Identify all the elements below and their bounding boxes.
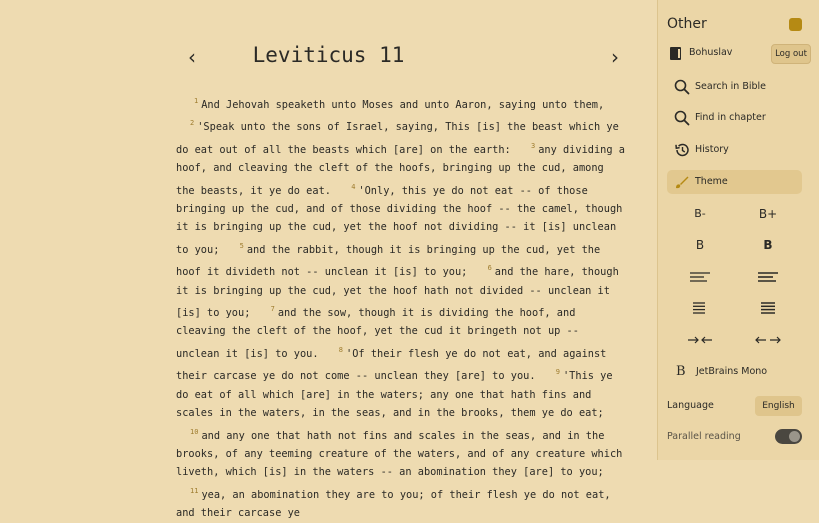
history-icon	[674, 142, 690, 158]
verse	[176, 486, 611, 520]
sidebar-title: Other	[667, 16, 707, 32]
chapter-title: Leviticus 11	[252, 43, 405, 67]
sidebar	[657, 0, 819, 460]
align-left-wide-button[interactable]	[740, 265, 796, 289]
verse-number[interactable]: 4	[351, 182, 356, 191]
verse-number[interactable]: 3	[530, 141, 536, 150]
font-glyph-icon: B	[676, 364, 686, 379]
verse-text: any dividing a hoof, and cleaving the cleft of the hoofs, bringing up the cud, among the beasts, it ye do eat.	[176, 143, 625, 197]
arrows-outward-icon	[755, 332, 781, 348]
verse-text: 'Speak unto the sons of Israel, saying, This [is] the beast which ye do eat out of all the beasts which [are] on the earth:	[176, 121, 619, 156]
user-row	[667, 44, 811, 64]
verse-text: 'Only, this ye do not eat -- of those bringing up the cud, and of those dividing the hoof -- the camel, though it is bringing up the cud, yet the hoof not dividing -- it [is] unclean to you;	[176, 184, 623, 256]
menu-label: History	[695, 144, 729, 155]
search-icon	[674, 79, 690, 95]
verse	[176, 99, 604, 111]
chapter-text	[176, 92, 628, 523]
book-icon	[670, 47, 681, 60]
verse-text: And Jehovah speaketh unto Moses and unto Aaron, saying unto them,	[201, 99, 605, 111]
arrows-inward-icon	[687, 332, 713, 348]
menu-theme[interactable]	[667, 170, 802, 194]
verse-text: and the sow, though it is dividing the hoof, and cleaving the cleft of the hoof, yet the cud it bringeth not up -- unclean it [is] to you.	[176, 307, 579, 360]
verse-number[interactable]: 7	[270, 305, 275, 314]
justify-narrow-button[interactable]	[672, 296, 728, 320]
next-chapter-button[interactable]: ›	[611, 45, 619, 69]
menu-label: Search in Bible	[695, 81, 767, 92]
prev-chapter-button[interactable]: ‹	[188, 45, 196, 69]
verse-number[interactable]: 11	[190, 486, 199, 495]
justify-icon	[689, 300, 711, 316]
narrow-width-button[interactable]	[672, 328, 728, 352]
align-left-icon	[689, 269, 711, 285]
accent-color-swatch[interactable]	[789, 18, 802, 31]
align-left-short-button[interactable]	[672, 265, 728, 289]
font-name: JetBrains Mono	[696, 366, 768, 377]
menu-search-in-bible[interactable]	[667, 75, 802, 99]
logout-button[interactable]: Log out	[771, 44, 811, 64]
verse-number[interactable]: 6	[487, 264, 492, 273]
verse-number[interactable]: 8	[338, 345, 344, 354]
verse-text: 'Of their flesh ye do not eat, and against their carcase ye do not come -- unclean they [are] to you.	[176, 347, 607, 383]
font-size-decrease-button[interactable]: B-	[694, 207, 706, 220]
username: Bohuslav	[689, 47, 733, 58]
menu-label: Theme	[695, 176, 728, 187]
search-icon	[674, 110, 690, 126]
verse-number[interactable]: 2	[190, 119, 195, 128]
language-label: Language	[667, 400, 714, 411]
language-button[interactable]: English	[755, 396, 802, 416]
menu-history[interactable]	[667, 138, 802, 162]
verse-text: and the hare, though it is bringing up the cud, yet the hoof hath not divided -- unclean it [is] to you;	[176, 266, 619, 320]
font-size-increase-button[interactable]: B+	[758, 207, 778, 221]
font-family-selector[interactable]	[667, 360, 802, 384]
justify-wide-button[interactable]	[740, 296, 796, 320]
verse-number[interactable]: 1	[194, 97, 199, 105]
parallel-reading-label: Parallel reading	[667, 431, 741, 442]
verse-text: 'This ye do eat of all which [are] in the waters; any one that hath fins and scales in the waters, in the seas, and in the brooks, them ye do eat;	[176, 370, 613, 420]
align-left-icon	[757, 269, 779, 285]
parallel-reading-toggle[interactable]	[775, 429, 802, 444]
menu-find-in-chapter[interactable]	[667, 106, 802, 130]
verse-text: and the rabbit, though it is bringing up the cud, yet the hoof it divideth not -- unclean it [is] to you;	[176, 243, 601, 279]
verse-number[interactable]: 10	[190, 427, 199, 436]
verse-number[interactable]: 9	[555, 368, 560, 377]
justify-icon	[757, 300, 779, 316]
menu-label: Find in chapter	[695, 112, 766, 123]
font-weight-bold-button[interactable]: B	[763, 238, 773, 252]
font-weight-normal-button[interactable]: B	[695, 238, 705, 252]
verse-text: and any one that hath not fins and scales in the seas, and in the brooks, of any teeming creature of the waters, and of any creature which liveth, which [is] in the waters -- an abomination they [are] to you;	[176, 429, 623, 479]
verse	[176, 427, 623, 479]
brush-icon	[674, 174, 690, 190]
verse-number[interactable]: 5	[239, 241, 244, 250]
wide-width-button[interactable]	[740, 328, 796, 352]
verse-text: yea, an abomination they are to you; of their flesh ye do not eat, and their carcase ye	[176, 488, 611, 520]
